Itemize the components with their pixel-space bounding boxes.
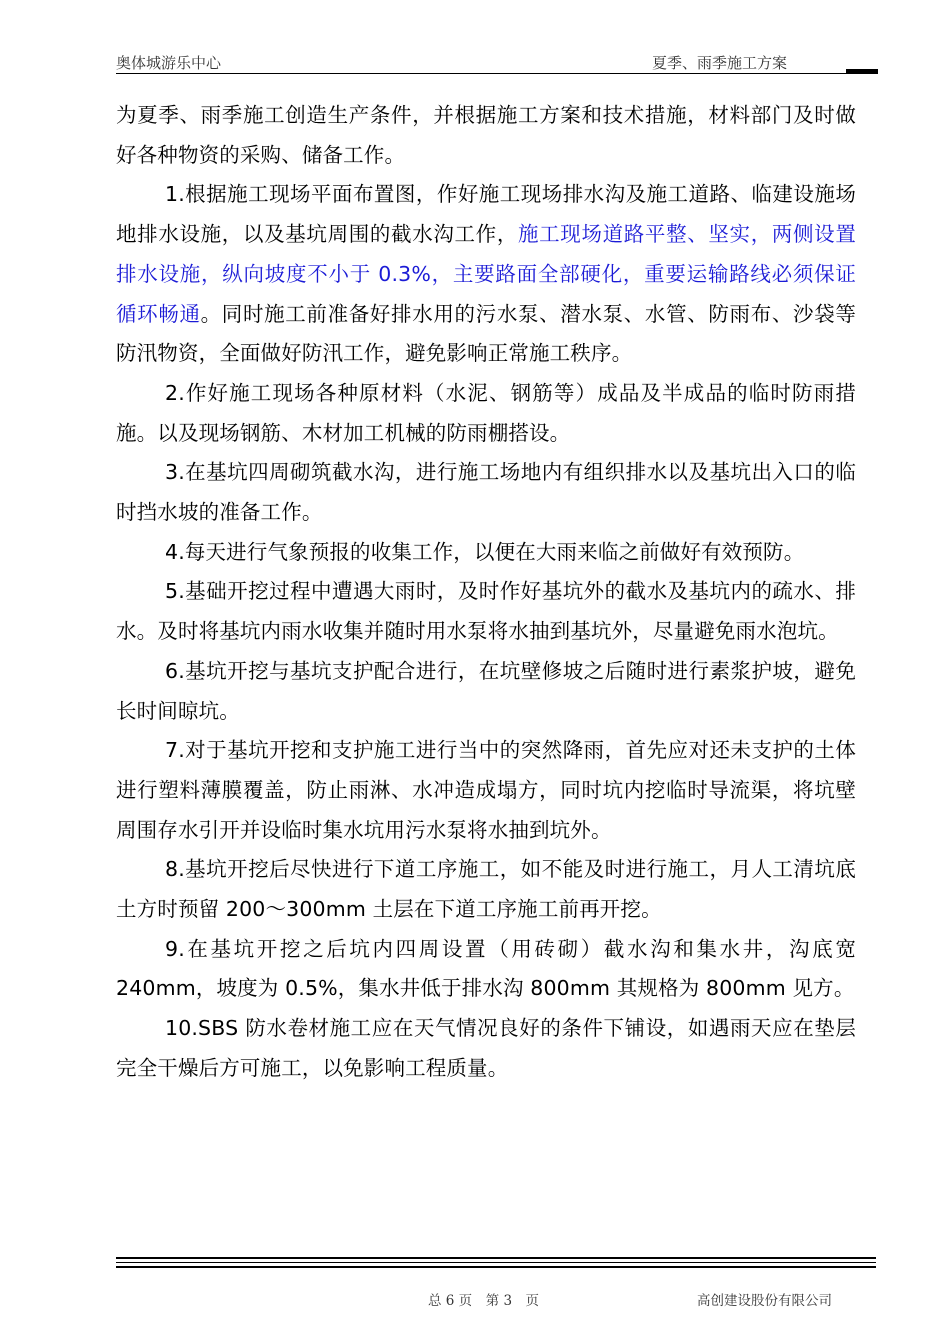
- footer-rule-2: [116, 1262, 876, 1263]
- item-2-paragraph: 2.作好施工现场各种原材料（水泥、钢筋等）成品及半成品的临时防雨措施。以及现场钢筋、木材加工机械的防雨棚搭设。: [116, 380, 856, 445]
- header-rule: [116, 73, 876, 74]
- header-document-title: 夏季、雨季施工方案: [652, 54, 788, 72]
- item-1-text-b: 。同时施工前准备好排水用的污水泵、潜水泵、水管、防雨布、沙袋等防汛物资，全面做好防汛工作，避免影响正常施工秩序。: [116, 301, 856, 366]
- footer-rule-3: [116, 1266, 876, 1268]
- item-1-highlight: 施工现场道路平整、坚实，两侧设置排水设施，纵向坡度不小于 0.3%，主要路面全部硬化，重要运输路线必须保证循环畅通: [116, 222, 856, 326]
- footer-rule-1: [116, 1257, 876, 1259]
- footer-rules: [116, 1257, 876, 1271]
- item-9-paragraph: 9.在基坑开挖之后坑内四周设置（用砖砌）截水沟和集水井，沟底宽 240mm，坡度为 0.5%，集水井低于排水沟 800mm 其规格为 800mm 见方。: [116, 936, 856, 1001]
- item-5-paragraph: 5.基础开挖过程中遭遇大雨时，及时作好基坑外的截水及基坑内的疏水、排水。及时将基坑内雨水收集并随时用水泵将水抽到基坑外，尽量避免雨水泡坑。: [116, 579, 856, 644]
- item-4-paragraph: 4.每天进行气象预报的收集工作，以便在大雨来临之前做好有效预防。: [165, 539, 805, 564]
- header-rule-accent: [846, 69, 878, 74]
- document-body: [116, 96, 856, 1089]
- item-7-paragraph: 7.对于基坑开挖和支护施工进行当中的突然降雨，首先应对还未支护的土体进行塑料薄膜覆盖，防止雨淋、水冲造成塌方，同时坑内挖临时导流渠，将坑壁周围存水引开并设临时集水坑用污水泵将水抽到坑外。: [116, 738, 856, 842]
- item-1-paragraph: [116, 175, 856, 374]
- item-10-paragraph: 10.SBS 防水卷材施工应在天气情况良好的条件下铺设，如遇雨天应在垫层完全干燥后方可施工，以免影响工程质量。: [116, 1016, 856, 1080]
- intro-paragraph: 为夏季、雨季施工创造生产条件，并根据施工方案和技术措施，材料部门及时做好各种物资的采购、储备工作。: [116, 103, 856, 167]
- item-1-text-a: 1.根据施工现场平面布置图，作好施工现场排水沟及施工道路、临建设施场地排水设施，以及基坑周围的截水沟工作，: [116, 182, 856, 247]
- header-project-name: 奥体城游乐中心: [116, 54, 222, 72]
- footer-page-number: 总 6 页 第 3 页: [428, 1293, 540, 1309]
- item-6-paragraph: 6.基坑开挖与基坑支护配合进行，在坑壁修坡之后随时进行素浆护坡，避免长时间晾坑。: [116, 658, 856, 723]
- footer-company-name: 高创建设股份有限公司: [697, 1293, 832, 1309]
- item-3-paragraph: 3.在基坑四周砌筑截水沟，进行施工场地内有组织排水以及基坑出入口的临时挡水坡的准备工作。: [116, 460, 856, 525]
- item-8-paragraph: 8.基坑开挖后尽快进行下道工序施工，如不能及时进行施工，月人工清坑底土方时预留 200～300mm 土层在下道工序施工前再开挖。: [116, 857, 856, 922]
